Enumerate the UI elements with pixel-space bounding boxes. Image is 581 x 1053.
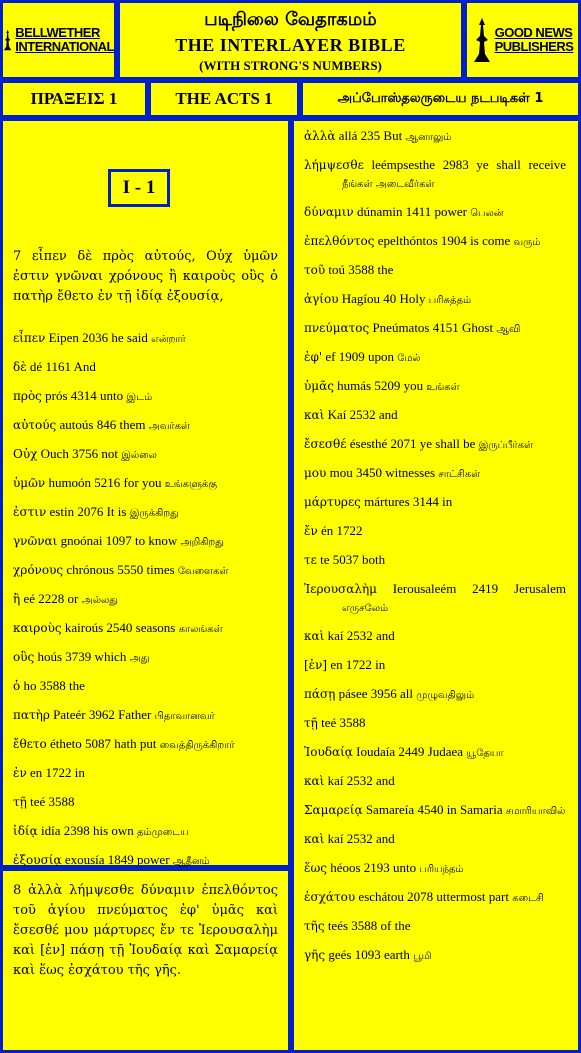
bellwether-logo	[0, 0, 117, 80]
book-english-box	[148, 80, 300, 118]
translit-strongs-english: étheto 5087 hath put	[50, 736, 157, 751]
greek-word: τῆς	[304, 919, 325, 933]
greek-word: ἐπελθόντος	[304, 234, 375, 248]
translit-strongs-english: chrónous 5550 times	[66, 562, 175, 577]
greek-word: δύναμιν	[304, 205, 354, 219]
greek-word: πατὴρ	[13, 708, 50, 722]
greek-word: αὐτούς	[13, 418, 57, 432]
tamil-gloss: உங்கள்	[426, 382, 460, 393]
word-entry	[304, 580, 566, 617]
translit-strongs-english: ef 1909 upon	[325, 349, 394, 364]
translit-strongs-english: Ierousaleém 2419 Jerusalem	[392, 581, 566, 596]
tamil-gloss: பரிசுத்தம்	[428, 295, 472, 306]
tamil-gloss: இல்லை	[121, 450, 157, 461]
greek-word: μάρτυρες	[304, 495, 361, 509]
figure-logo-icon	[3, 16, 12, 64]
translit-strongs-english: héoos 2193 unto	[330, 860, 417, 875]
greek-word: ἢ	[13, 592, 21, 606]
book-greek: ΠΡΑΞΕΙΣ 1	[30, 89, 118, 108]
tamil-gloss: என்றார்	[151, 334, 186, 345]
word-entry	[304, 290, 566, 309]
greek-word: καὶ	[304, 408, 325, 422]
verse8-word-list	[304, 127, 566, 975]
word-entry	[13, 329, 276, 348]
tamil-gloss: பூமி	[413, 951, 432, 962]
tamil-gloss: பரியந்தம்	[419, 864, 464, 875]
translit-strongs-english: estin 2076 It is	[49, 504, 127, 519]
translit-strongs-english: gnoónai 1097 to know	[60, 533, 178, 548]
translit-strongs-english: idía 2398 his own	[41, 823, 134, 838]
tamil-gloss: இடம்	[126, 392, 153, 403]
word-entry	[13, 648, 276, 667]
translit-strongs-english: hoús 3739 which	[37, 649, 127, 664]
verse8-text: 8 ἀλλὰ λήμψεσθε δύναμιν ἐπελθόντος τοῦ ἁγίου πνεύματος ἐφ' ὑμᾶς καὶ ἔσεσθέ μου μάρτυρες ἔν τε Ἰερουσαλὴμ καὶ [ἐν] πάσῃ τῇ Ἰουδαίᾳ καὶ Σαμαρείᾳ καὶ ἕως ἐσχάτου τῆς γῆς.	[13, 883, 278, 978]
translit-strongs-english: mou 3450 witnesses	[329, 465, 436, 480]
greek-word: Ἰερουσαλὴμ	[304, 582, 377, 596]
translit-strongs-english: autoús 846 them	[59, 417, 146, 432]
translit-strongs-english: te 5037 both	[320, 552, 386, 567]
logo-left-line1: BELLWETHER	[15, 25, 100, 40]
greek-word: τε	[304, 553, 317, 567]
tamil-gloss: பிதாவானவர்	[154, 711, 215, 722]
word-entry	[304, 830, 566, 849]
book-greek-box	[0, 80, 148, 118]
tamil-gloss: அது	[129, 653, 150, 664]
tamil-gloss: வரும்	[513, 237, 541, 248]
tamil-gloss: பெலன்	[470, 208, 504, 219]
translit-strongs-english: pásee 3956 all	[338, 686, 413, 701]
greek-word: ὁ	[13, 679, 21, 693]
translit-strongs-english: Pneúmatos 4151 Ghost	[372, 320, 494, 335]
word-entry	[304, 627, 566, 646]
greek-word: πρὸς	[13, 389, 42, 403]
word-entry	[304, 917, 566, 936]
word-entry	[304, 656, 566, 675]
translit-strongs-english: humás 5209 you	[337, 378, 424, 393]
greek-word: ἐξουσίᾳ	[13, 853, 62, 867]
translit-strongs-english: Pateér 3962 Father	[53, 707, 152, 722]
word-entry	[304, 772, 566, 791]
tamil-gloss: மேல்	[397, 353, 421, 364]
translit-strongs-english: mártures 3144 in	[364, 494, 453, 509]
word-entry	[304, 685, 566, 704]
word-entry	[304, 319, 566, 338]
greek-word: ἔσεσθέ	[304, 437, 347, 451]
word-entry	[304, 522, 566, 541]
word-entry	[304, 888, 566, 907]
translit-strongs-english: kaí 2532 and	[327, 831, 395, 846]
word-entry	[304, 714, 566, 733]
book-english: THE ACTS 1	[175, 89, 273, 108]
tamil-gloss: இருக்கிறது	[129, 508, 179, 519]
translit-strongs-english: geés 1093 earth	[328, 947, 410, 962]
translit-strongs-english: kaí 2532 and	[327, 628, 395, 643]
word-entry	[304, 406, 566, 425]
word-entry	[304, 859, 566, 878]
greek-word: Σαμαρείᾳ	[304, 803, 363, 817]
word-entry	[304, 801, 566, 820]
greek-word: ἕως	[304, 861, 327, 875]
greek-word: λήμψεσθε	[304, 158, 364, 172]
word-entry	[304, 232, 566, 251]
greek-word: χρόνους	[13, 563, 64, 577]
verse8-word-panel	[291, 118, 581, 1053]
tamil-gloss: நீங்கள் அடைவீர்கள்	[342, 179, 435, 190]
greek-word: καὶ	[304, 629, 325, 643]
translit-strongs-english: Hagíou 40 Holy	[341, 291, 426, 306]
verse7-text: 7 εἶπεν δὲ πρὸς αὐτούς, Οὐχ ὑμῶν ἐστιν γνῶναι χρόνους ἢ καιροὺς οὓς ὁ πατὴρ ἔθετο ἐν τῇ ἰδίᾳ ἐξουσίᾳ,	[13, 249, 278, 304]
greek-word: ὑμᾶς	[304, 379, 334, 393]
book-tamil-box	[300, 80, 581, 118]
word-entry	[13, 764, 276, 783]
greek-word: πάσῃ	[304, 687, 336, 701]
tamil-gloss: அல்லது	[81, 595, 118, 606]
translit-strongs-english: prós 4314 unto	[45, 388, 124, 403]
translit-strongs-english: teé 3588	[321, 715, 366, 730]
translit-strongs-english: eschátou 2078 uttermost part	[358, 889, 509, 904]
translit-strongs-english: Samareía 4540 in Samaria	[365, 802, 503, 817]
greek-word: μου	[304, 466, 327, 480]
logo-left-line2: INTERNATIONAL	[15, 39, 114, 54]
translit-strongs-english: Ioudaía 2449 Judaea	[356, 744, 464, 759]
translit-strongs-english: dúnamin 1411 power	[356, 204, 467, 219]
greek-word: Ἰουδαίᾳ	[304, 745, 353, 759]
tamil-gloss: ஆதீனம்	[172, 856, 210, 867]
word-entry	[13, 822, 276, 841]
tamil-gloss: வேளைகள்	[177, 566, 229, 577]
greek-word: καιροὺς	[13, 621, 62, 635]
tamil-gloss: அவர்கள்	[148, 421, 191, 432]
translit-strongs-english: toú 3588 the	[328, 262, 394, 277]
translit-strongs-english: leémpsesthe 2983 ye shall receive	[371, 157, 566, 172]
word-entry	[304, 493, 566, 512]
translit-strongs-english: Kaí 2532 and	[327, 407, 398, 422]
tamil-gloss: காலங்கள்	[178, 624, 223, 635]
word-entry	[13, 532, 276, 551]
greek-word: ἐσχάτου	[304, 890, 356, 904]
greek-word: δὲ	[13, 360, 27, 374]
figure-logo-icon	[472, 16, 492, 64]
greek-word: καὶ	[304, 774, 325, 788]
tamil-gloss: தம்முடைய	[137, 827, 189, 838]
tamil-gloss: சமாரியாவில்	[505, 806, 566, 817]
word-entry	[13, 590, 276, 609]
word-entry	[13, 358, 276, 377]
goodnews-logo	[464, 0, 581, 80]
verse8-panel	[0, 868, 291, 1053]
translit-strongs-english: exousía 1849 power	[64, 852, 170, 867]
translit-strongs-english: teés 3588 of the	[327, 918, 411, 933]
word-entry	[304, 156, 566, 193]
title-subtitle: (WITH STRONG'S NUMBERS)	[199, 58, 382, 73]
greek-word: Οὐχ	[13, 447, 38, 461]
tamil-gloss: அறிகிறது	[180, 537, 224, 548]
greek-word: τῇ	[13, 795, 27, 809]
logo-right-line2: PUBLISHERS	[494, 39, 574, 54]
word-entry	[304, 743, 566, 762]
word-entry	[304, 377, 566, 396]
word-entry	[13, 503, 276, 522]
greek-word: πνεύματος	[304, 321, 370, 335]
word-entry	[13, 619, 276, 638]
word-entry	[13, 735, 276, 754]
translit-strongs-english: en 1722 in	[29, 765, 85, 780]
translit-strongs-english: Eipen 2036 he said	[48, 330, 148, 345]
translit-strongs-english: teé 3588	[30, 794, 75, 809]
word-entry	[304, 946, 566, 965]
greek-word: εἶπεν	[13, 331, 46, 345]
chapter-label: I - 1	[108, 169, 170, 207]
greek-word: οὓς	[13, 650, 35, 664]
title-tamil: படிநிலை வேதாகமம்	[204, 9, 377, 30]
greek-word: [ἐν]	[304, 658, 328, 672]
greek-word: ἀλλὰ	[304, 129, 336, 143]
tamil-gloss: யூதேயா	[466, 748, 504, 759]
translit-strongs-english: allá 235 But	[338, 128, 403, 143]
word-entry	[304, 203, 566, 222]
translit-strongs-english: dé 1161 And	[29, 359, 96, 374]
tamil-gloss: முழுவதிலும்	[416, 690, 475, 701]
translit-strongs-english: én 1722	[320, 523, 363, 538]
greek-word: ἐστιν	[13, 505, 47, 519]
greek-word: ἐφ'	[304, 350, 323, 364]
word-entry	[13, 474, 276, 493]
tamil-gloss: ஆனாலும்	[405, 132, 452, 143]
word-entry	[13, 561, 276, 580]
word-entry	[13, 416, 276, 435]
title-block	[117, 0, 464, 80]
word-entry	[13, 677, 276, 696]
word-entry	[304, 348, 566, 367]
translit-strongs-english: kairoús 2540 seasons	[64, 620, 176, 635]
word-entry	[13, 706, 276, 725]
greek-word: ἐν	[13, 766, 27, 780]
translit-strongs-english: eé 2228 or	[23, 591, 79, 606]
greek-word: ἔθετο	[13, 737, 47, 751]
title-english: THE INTERLAYER BIBLE	[175, 35, 406, 55]
tamil-gloss: ஆவி	[496, 324, 521, 335]
tamil-gloss: சாட்சிகள்	[438, 469, 481, 480]
greek-word: ἔν	[304, 524, 318, 538]
tamil-gloss: கடைசி	[512, 893, 544, 904]
verse7-panel	[0, 118, 291, 868]
tamil-gloss: உங்களுக்கு	[164, 479, 218, 490]
tamil-gloss: வைத்திருக்கிறார்	[159, 740, 235, 751]
translit-strongs-english: ho 3588 the	[23, 678, 85, 693]
book-tamil: அப்போஸ்தலருடைய நடபடிகள் 1	[337, 91, 544, 106]
translit-strongs-english: Ouch 3756 not	[40, 446, 118, 461]
logo-right-line1: GOOD NEWS	[494, 25, 573, 40]
greek-word: ἰδίᾳ	[13, 824, 38, 838]
translit-strongs-english: kaí 2532 and	[327, 773, 395, 788]
tamil-gloss: எருசலேம்	[342, 603, 389, 614]
greek-word: καὶ	[304, 832, 325, 846]
translit-strongs-english: en 1722 in	[330, 657, 386, 672]
word-entry	[13, 445, 276, 464]
translit-strongs-english: ésesthé 2071 ye shall be	[349, 436, 476, 451]
greek-word: τοῦ	[304, 263, 326, 277]
translit-strongs-english: humoón 5216 for you	[48, 475, 162, 490]
word-entry	[13, 387, 276, 406]
greek-word: γῆς	[304, 948, 326, 962]
word-entry	[304, 551, 566, 570]
word-entry	[304, 261, 566, 280]
tamil-gloss: இருப்பீர்கள்	[478, 440, 534, 451]
word-entry	[304, 127, 566, 146]
greek-word: τῇ	[304, 716, 318, 730]
word-entry	[304, 435, 566, 454]
verse7-word-list	[13, 329, 276, 880]
greek-word: ὑμῶν	[13, 476, 46, 490]
word-entry	[304, 464, 566, 483]
greek-word: γνῶναι	[13, 534, 58, 548]
translit-strongs-english: epelthóntos 1904 is come	[377, 233, 511, 248]
word-entry	[13, 793, 276, 812]
greek-word: ἁγίου	[304, 292, 339, 306]
